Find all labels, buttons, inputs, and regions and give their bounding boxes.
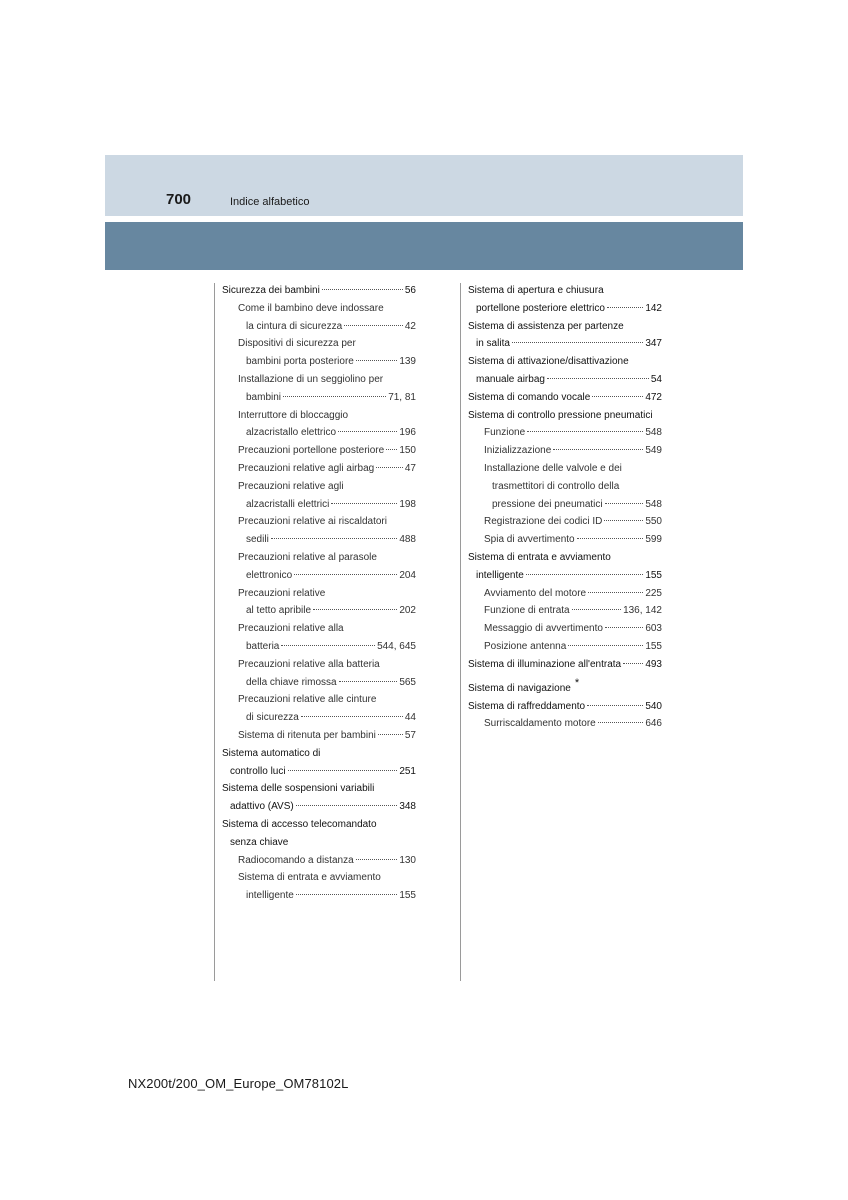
index-entry-page: 139 (399, 356, 416, 368)
dot-leader (322, 289, 403, 290)
index-entry-text: alzacristalli elettrici (246, 498, 330, 510)
index-entry (222, 674, 416, 692)
dot-leader (376, 467, 403, 468)
index-entry-text: Sicurezza dei bambini (222, 285, 320, 296)
index-entry (222, 869, 416, 887)
index-entry (222, 531, 416, 549)
index-entry-page: 71, 81 (388, 391, 416, 403)
dot-leader (331, 503, 397, 504)
index-entry (468, 531, 662, 549)
index-entry-page: 202 (399, 605, 416, 617)
index-entry (468, 549, 662, 567)
index-entry-page: 155 (645, 640, 662, 652)
index-entry-page: 198 (399, 498, 416, 510)
index-entry (468, 567, 662, 585)
index-entry-page: 599 (645, 534, 662, 546)
index-entry (468, 442, 662, 460)
index-entry (468, 638, 662, 656)
index-entry-page: 603 (645, 623, 662, 635)
dot-leader (607, 307, 643, 308)
index-entry (222, 513, 416, 531)
index-entry-page: 348 (399, 801, 416, 813)
dot-leader (572, 609, 621, 610)
index-entry-text: elettronico (246, 569, 293, 581)
index-entry-text: Sistema di entrata e avviamento (468, 551, 611, 563)
dot-leader (553, 449, 643, 450)
index-entry-text: Precauzioni portellone posteriore (238, 445, 385, 457)
index-entry-text: Sistema di controllo pressione pneumatici (468, 409, 653, 421)
index-entry-text: Precauzioni relative agli (238, 480, 344, 492)
index-entry-text: Messaggio di avvertimento (484, 623, 603, 635)
index-entry (468, 715, 662, 733)
index-entry (468, 371, 662, 389)
dot-leader (527, 431, 643, 432)
dot-leader (547, 378, 649, 379)
column-rule-middle (460, 283, 461, 981)
index-entry-text: adattivo (AVS) (230, 801, 294, 813)
index-entry (222, 424, 416, 442)
index-entry-text: Precauzioni relative alle cinture (238, 694, 377, 706)
index-entry-page: 150 (399, 445, 416, 457)
index-entry-text: Funzione di entrata (484, 605, 570, 617)
index-entry-text: controllo luci (230, 765, 286, 777)
index-entry (222, 852, 416, 870)
index-entry (468, 698, 662, 716)
index-entry (468, 282, 662, 300)
index-entry (222, 638, 416, 656)
index-entry-text: senza chiave (230, 836, 289, 848)
index-entry-text: Precauzioni relative (238, 587, 326, 599)
index-entry-text: bambini (246, 391, 282, 403)
index-entry-marker: * (574, 676, 580, 689)
index-entry (222, 691, 416, 709)
dot-leader (301, 716, 403, 717)
dot-leader (296, 894, 398, 895)
dot-leader (568, 645, 643, 646)
index-entry (468, 513, 662, 531)
index-entry-text: Sistema di ritenuta per bambini (238, 729, 376, 741)
index-entry-text: Installazione delle valvole e dei (484, 462, 622, 474)
index-entry-page: 225 (645, 587, 662, 599)
index-entry-text: Funzione (484, 427, 526, 439)
index-entry-page: 549 (645, 445, 662, 457)
index-entry (222, 816, 416, 834)
index-entry-page: 130 (399, 854, 416, 866)
index-entry (468, 318, 662, 336)
index-entry-page: 196 (399, 427, 416, 439)
index-entry-page: 44 (404, 712, 416, 724)
index-entry-page: 204 (399, 569, 416, 581)
dot-leader (281, 645, 375, 646)
index-entry-text: in salita (476, 338, 510, 350)
dot-leader (587, 705, 643, 706)
index-entry-text: Installazione di un seggiolino per (238, 373, 384, 385)
index-entry-page: 155 (645, 569, 662, 581)
index-entry-text: Spia di avvertimento (484, 534, 575, 546)
index-entry (222, 389, 416, 407)
index-entry-page: 646 (645, 718, 662, 730)
dot-leader (598, 722, 644, 723)
index-entry-text: Sistema di navigazione (468, 682, 571, 694)
index-entry-page: 142 (645, 302, 662, 314)
index-entry-page: 251 (399, 765, 416, 777)
section-title: Indice alfabetico (230, 196, 310, 208)
index-entry-page: 155 (399, 890, 416, 902)
header-color-band (105, 222, 743, 270)
index-entry-text: alzacristallo elettrico (246, 427, 337, 439)
index-entry (468, 674, 662, 698)
index-entry-text: Sistema di assistenza per partenze (468, 320, 624, 332)
index-entry-text: Registrazione dei codici ID (484, 516, 603, 528)
index-entry-text: manuale airbag (476, 373, 545, 385)
index-entry-text: Come il bambino deve indossare (238, 302, 384, 314)
index-entry (222, 780, 416, 798)
index-entry (222, 478, 416, 496)
index-entry-text: Sistema di apertura e chiusura (468, 285, 604, 296)
index-entry-text: Sistema di comando vocale (468, 391, 591, 403)
index-entry-page: 47 (404, 462, 416, 474)
index-entry (468, 656, 662, 674)
index-entry-text: la cintura di sicurezza (246, 320, 343, 332)
index-entry-text: Sistema di illuminazione all'entrata (468, 658, 622, 670)
index-entry-text: portellone posteriore elettrico (476, 302, 605, 314)
index-entry (468, 602, 662, 620)
document-code: NX200t/200_OM_Europe_OM78102L (128, 1076, 349, 1091)
index-entry-text: bambini porta posteriore (246, 356, 354, 368)
index-entry-text: di sicurezza (246, 712, 299, 724)
index-entry (222, 887, 416, 905)
dot-leader (344, 325, 403, 326)
index-entry-text: Precauzioni relative alla (238, 623, 344, 635)
dot-leader (386, 449, 397, 450)
index-entry (222, 300, 416, 318)
index-entry (222, 656, 416, 674)
index-entry (468, 335, 662, 353)
index-entry-page: 347 (645, 338, 662, 350)
index-entry (468, 585, 662, 603)
dot-leader (605, 627, 643, 628)
index-entry (222, 567, 416, 585)
dot-leader (339, 681, 398, 682)
dot-leader (283, 396, 386, 397)
index-entry-text: Precauzioni relative al parasole (238, 551, 377, 563)
index-entry (222, 745, 416, 763)
index-entry-page: 493 (645, 658, 662, 670)
index-entry-text: Precauzioni relative ai riscaldatori (238, 516, 387, 528)
index-entry-text: Sistema di accesso telecomandato (222, 818, 377, 830)
index-entry-page: 565 (399, 676, 416, 688)
index-entry-text: intelligente (246, 890, 294, 902)
index-entry-text: Inizializzazione (484, 445, 552, 457)
index-entry-page: 136, 142 (623, 605, 662, 617)
dot-leader (271, 538, 398, 539)
index-entry-text: Radiocomando a distanza (238, 854, 354, 866)
index-entry-text: Avviamento del motore (484, 587, 587, 599)
dot-leader (313, 609, 397, 610)
dot-leader (338, 431, 397, 432)
index-entry (222, 620, 416, 638)
index-entry-text: Posizione antenna (484, 640, 567, 652)
header-top-band (105, 155, 743, 216)
index-entry (468, 424, 662, 442)
index-entry (222, 496, 416, 514)
index-entry-page: 548 (645, 498, 662, 510)
index-entry-text: Precauzioni relative agli airbag (238, 462, 375, 474)
index-entry-text: pressione dei pneumatici (492, 498, 603, 510)
index-column-left (222, 282, 416, 905)
index-entry (222, 407, 416, 425)
index-entry-page: 54 (650, 373, 662, 385)
dot-leader (296, 805, 398, 806)
dot-leader (288, 770, 398, 771)
index-entry (468, 353, 662, 371)
dot-leader (294, 574, 397, 575)
index-entry (222, 282, 416, 300)
index-entry-text: Sistema automatico di (222, 747, 321, 759)
index-entry-text: Sistema di raffreddamento (468, 700, 586, 712)
index-entry (222, 335, 416, 353)
index-entry-page: 56 (404, 285, 416, 296)
index-entry-text: Sistema delle sospensioni variabili (222, 783, 375, 795)
dot-leader (512, 342, 643, 343)
index-entry (222, 709, 416, 727)
index-entry-page: 540 (645, 700, 662, 712)
dot-leader (356, 360, 397, 361)
column-rule-left (214, 283, 215, 981)
index-entry (468, 460, 662, 478)
index-entry (468, 407, 662, 425)
dot-leader (592, 396, 643, 397)
index-entry-page: 544, 645 (377, 640, 416, 652)
index-entry-page: 57 (404, 729, 416, 741)
index-column-right (468, 282, 662, 733)
index-entry-page: 488 (399, 534, 416, 546)
dot-leader (588, 592, 643, 593)
index-entry-text: al tetto apribile (246, 605, 312, 617)
index-entry (222, 549, 416, 567)
index-entry-text: Interruttore di bloccaggio (238, 409, 349, 421)
index-entry (222, 460, 416, 478)
page-number: 700 (166, 191, 192, 208)
dot-leader (623, 663, 643, 664)
index-entry-text: intelligente (476, 569, 524, 581)
index-entry (222, 798, 416, 816)
index-entry-text: sedili (246, 534, 269, 546)
dot-leader (604, 520, 643, 521)
index-entry-page: 550 (645, 516, 662, 528)
index-entry-text: Surriscaldamento motore (484, 718, 596, 730)
dot-leader (605, 503, 644, 504)
index-entry (222, 371, 416, 389)
index-entry-page: 548 (645, 427, 662, 439)
index-entry (222, 442, 416, 460)
index-entry-text: Dispositivi di sicurezza per (238, 338, 356, 350)
dot-leader (577, 538, 644, 539)
index-entry (468, 478, 662, 496)
index-entry-page: 472 (645, 391, 662, 403)
index-entry (222, 602, 416, 620)
index-entry-text: batteria (246, 640, 280, 652)
index-entry (222, 353, 416, 371)
index-entry (222, 585, 416, 603)
index-entry (222, 834, 416, 852)
index-entry (468, 389, 662, 407)
dot-leader (378, 734, 403, 735)
dot-leader (526, 574, 644, 575)
index-entry-text: Sistema di entrata e avviamento (238, 872, 381, 884)
index-entry (468, 620, 662, 638)
index-entry (468, 496, 662, 514)
index-entry (222, 318, 416, 336)
index-entry-text: trasmettitori di controllo della (492, 480, 620, 492)
index-entry-text: della chiave rimossa (246, 676, 337, 688)
index-entry-text: Sistema di attivazione/disattivazione (468, 356, 629, 368)
index-entry (468, 300, 662, 318)
index-entry-page: 42 (404, 320, 416, 332)
dot-leader (356, 859, 398, 860)
index-entry (222, 727, 416, 745)
index-entry (222, 763, 416, 781)
index-entry-text: Precauzioni relative alla batteria (238, 658, 380, 670)
